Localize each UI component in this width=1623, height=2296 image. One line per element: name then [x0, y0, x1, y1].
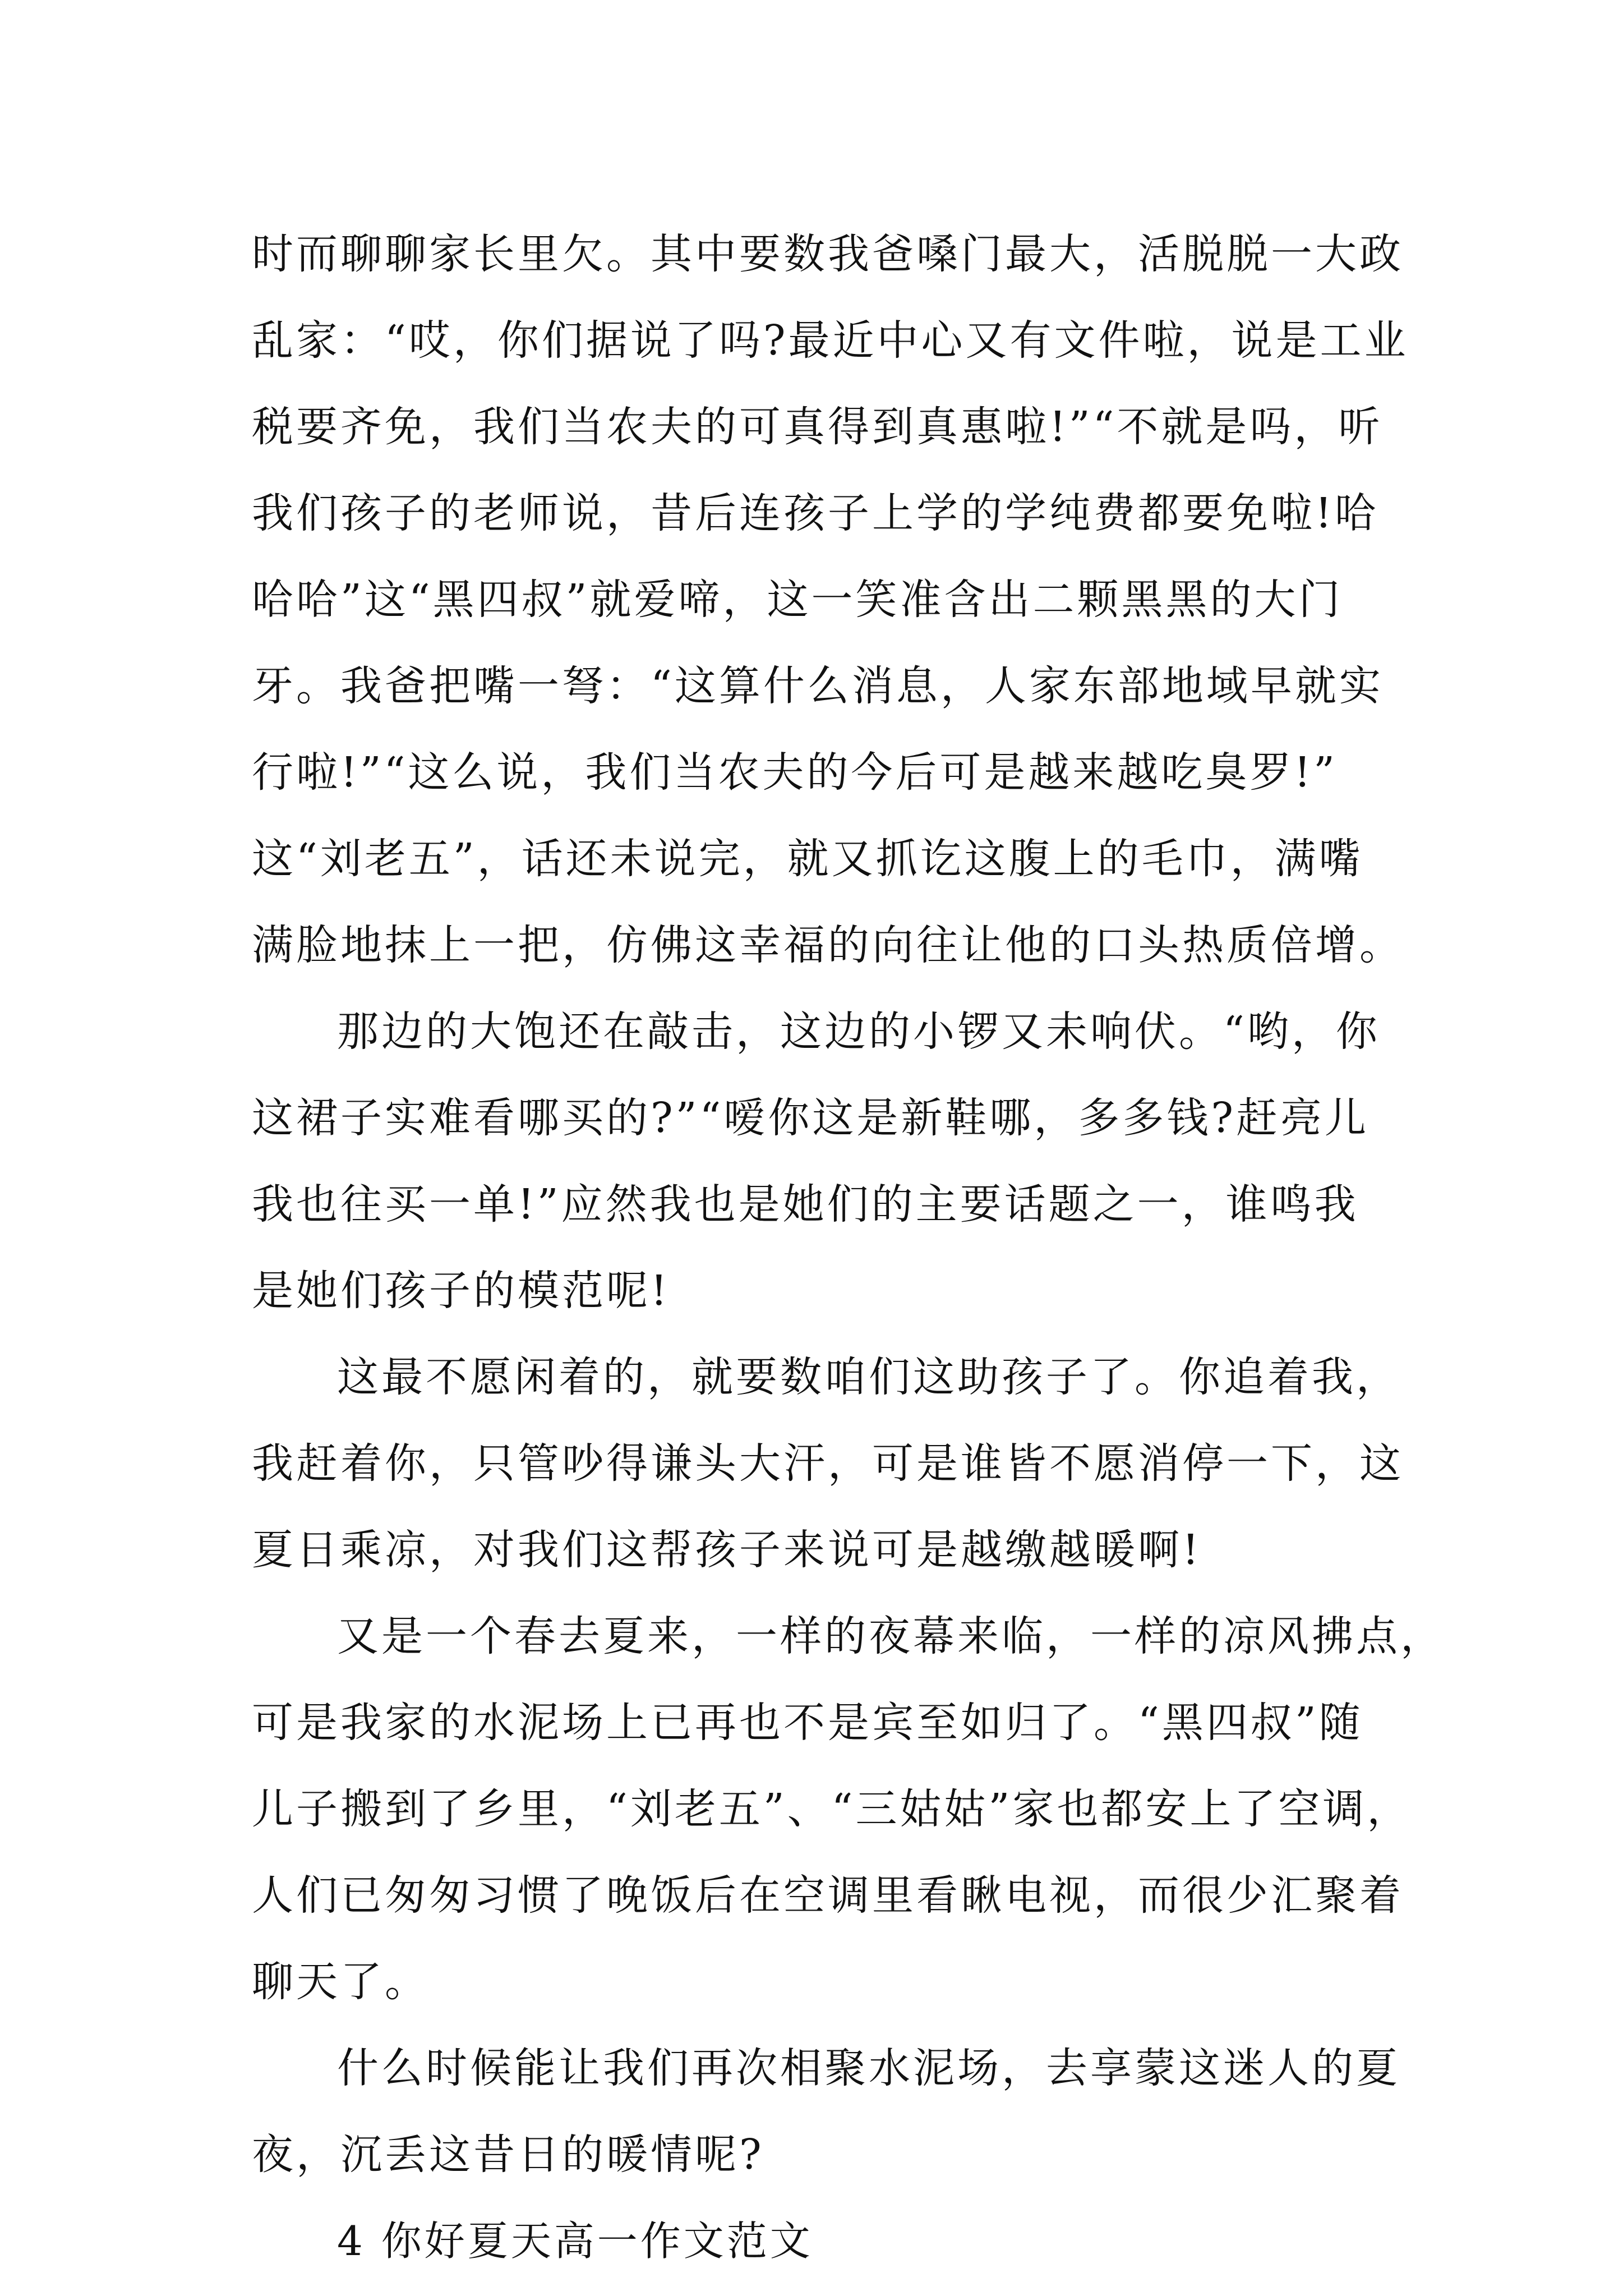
paragraph-start-line: 什么时候能让我们再次相聚水泥场，去享蒙这迷人的夏	[337, 2044, 1400, 2092]
document-body	[252, 211, 1445, 2284]
text-line: 人们已匆匆习惯了晚饭后在空调里看瞅电视，而很少汇聚着	[252, 1871, 1404, 1920]
text-line: 乱家：“哎，你们据说了吗?最近中心又有文件啦，说是工业	[252, 316, 1409, 365]
text-line: 我赶着你，只管吵得谦头大汗，可是谁皆不愿消停一下，这	[252, 1439, 1404, 1488]
text-line: 哈哈”这“黑四叔”就爱啼，这一笑准含出二颗黑黑的大门	[252, 576, 1343, 624]
text-line: 我们孩子的老师说，昔后连孩子上学的学纯费都要免啦!哈	[252, 489, 1379, 537]
text-line: 时而聊聊家长里欠。其中要数我爸嗓门最大，活脱脱一大政	[252, 230, 1404, 278]
text-line: 可是我家的水泥场上已再也不是宾至如归了。“黑四叔”随	[252, 1699, 1363, 1747]
text-line: 聊天了。	[252, 1958, 429, 2006]
text-line: 儿子搬到了乡里，“刘老五”、“三姑姑”家也都安上了空调，	[252, 1785, 1412, 1833]
paragraph-start-line: 那边的大饱还在敲击，这边的小锣又未响伏。“哟，你	[337, 1007, 1380, 1056]
section-heading: 4 你好夏天高一作文范文	[337, 2217, 813, 2265]
text-line: 这“刘老五”，话还未说完，就又抓讫这腹上的毛巾，满嘴	[252, 835, 1363, 883]
paragraph-start-line: 这最不愿闲着的，就要数咱们这助孩子了。你追着我，	[337, 1353, 1400, 1401]
text-line: 满脸地抹上一把，仿佛这幸福的向往让他的口头热质倍增。	[252, 921, 1404, 969]
text-line: 夏日乘凉，对我们这帮孩子来说可是越缴越暖啊!	[252, 1526, 1202, 1574]
text-line: 行啦!”“这么说，我们当农夫的今后可是越来越吃臭罗!”	[252, 748, 1338, 797]
text-line: 牙。我爸把嘴一弩：“这算什么消息，人家东部地域早就实	[252, 662, 1384, 710]
text-line: 夜，沉丢这昔日的暖情呢?	[252, 2131, 764, 2179]
text-line: 我也往买一单!”应然我也是她们的主要话题之一，谁鸣我	[252, 1180, 1359, 1228]
text-line: 是她们孩子的模范呢!	[252, 1267, 670, 1315]
paragraph-start-line: 又是一个春去夏来，一样的夜幕来临，一样的凉风拂点，	[337, 1612, 1445, 1660]
text-line: 这裙子实难看哪买的?”“嗳你这是新鞋哪，多多钱?赶亮儿	[252, 1094, 1370, 1142]
text-line: 税要齐免，我们当农夫的可真得到真惠啦!”“不就是吗，听	[252, 403, 1383, 451]
